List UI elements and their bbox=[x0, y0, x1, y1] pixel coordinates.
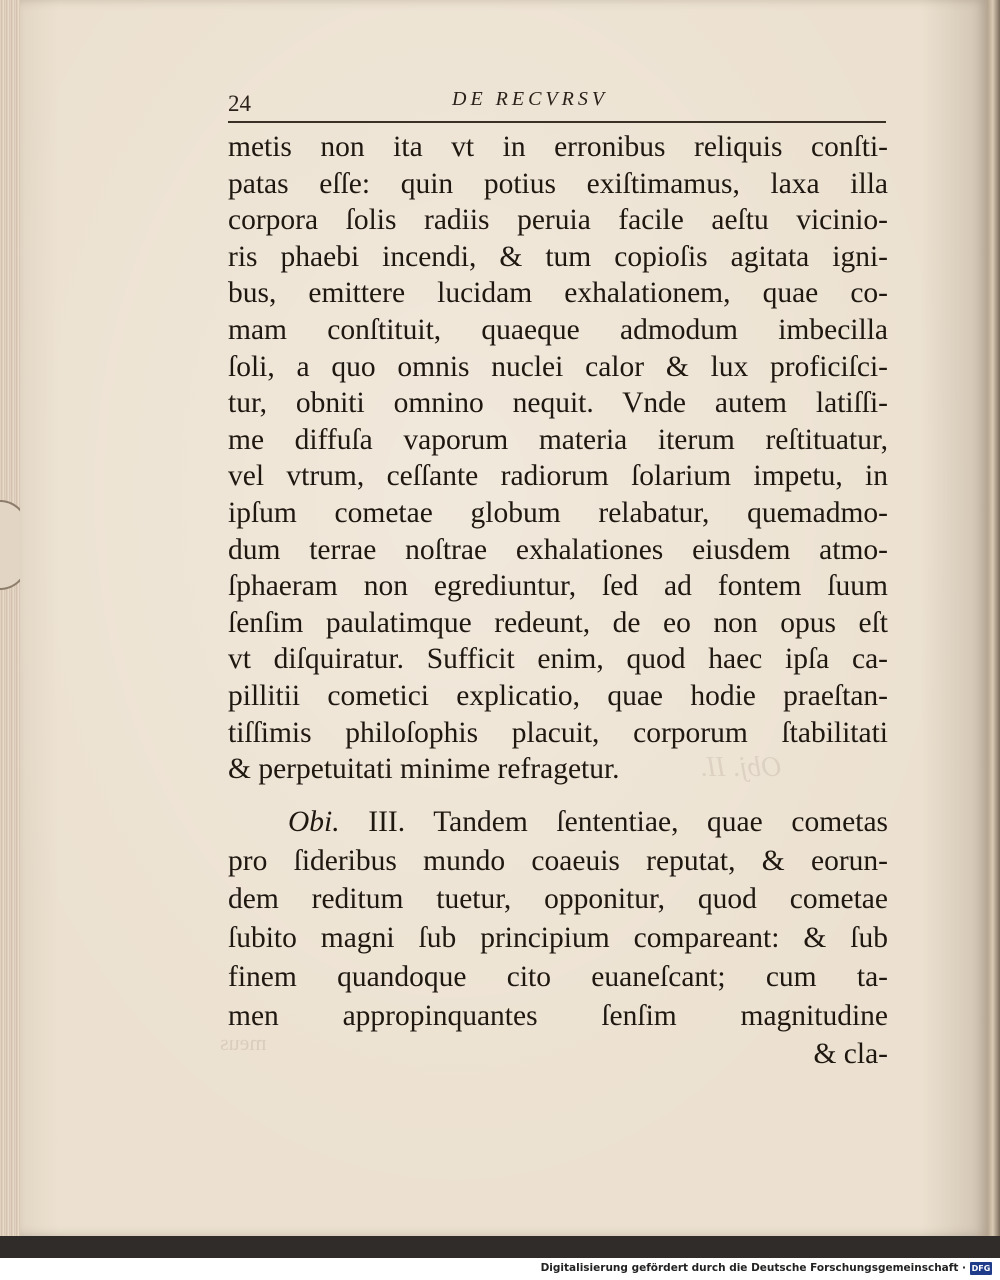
objection-first-line-text: Tandem ſententiae, quae cometas bbox=[433, 806, 889, 838]
objection-number: III. bbox=[368, 806, 406, 838]
text-line: finem quandoque cito euaneſcant; cum ta- bbox=[228, 960, 888, 993]
dfg-logo-icon: DFG bbox=[971, 1264, 991, 1273]
paragraph-2 bbox=[228, 803, 888, 1074]
text-line: me diffuſa vaporum materia iterum reſtituatur, bbox=[228, 423, 888, 456]
text-line: dum terrae noſtrae exhalationes eiusdem atmo- bbox=[228, 533, 888, 566]
text-line: ipſum cometae globum relabatur, quemadmo- bbox=[228, 496, 888, 529]
text-line: metis non ita vt in erronibus reliquis conſti- bbox=[228, 131, 888, 163]
scan-bottom-edge bbox=[0, 1236, 1000, 1258]
text-line: ſoli, a quo omnis nuclei calor & lux proficiſci- bbox=[228, 350, 888, 383]
text-line: vel vtrum, ceſſante radiorum ſolarium impetu, in bbox=[228, 460, 888, 493]
text-line: corpora ſolis radiis peruia facile aeſtu vicinio- bbox=[228, 204, 888, 237]
text-line: & perpetuitati minime refragetur. bbox=[228, 753, 620, 786]
text-line: ſenſim paulatimque redeunt, de eo non opus eſt bbox=[228, 606, 888, 639]
text-line: tur, obniti omnino nequit. Vnde autem latiſſi- bbox=[228, 387, 888, 420]
text-line: ſubito magni ſub principium compareant: & ſub bbox=[228, 922, 888, 955]
text-line: bus, emittere lucidam exhalationem, quae co- bbox=[228, 277, 888, 310]
text-line: mam conſtituit, quaeque admodum imbecilla bbox=[228, 313, 888, 346]
show-through-text: Obj. II. bbox=[700, 752, 782, 783]
text-line: dem reditum tuetur, opponitur, quod cometae bbox=[228, 883, 888, 916]
show-through-text-lower: meus bbox=[220, 1030, 267, 1055]
text-line: men appropinquantes ſenſim magnitudine bbox=[228, 999, 888, 1032]
text-line: pillitii cometici explicatio, quae hodie praeſtan- bbox=[228, 679, 888, 712]
funding-credit: Digitalisierung gefördert durch die Deutsche Forschungsgemeinschaft · bbox=[540, 1262, 966, 1274]
objection-first-line bbox=[228, 803, 888, 842]
header-rule bbox=[228, 121, 886, 123]
text-line: patas eſſe: quin potius exiſtimamus, laxa illa bbox=[228, 167, 888, 200]
text-line: ris phaebi incendi, & tum copioſis agitata igni- bbox=[228, 240, 888, 273]
text-line: vt diſquiratur. Sufficit enim, quod haec ipſa ca- bbox=[228, 643, 888, 676]
page-number: 24 bbox=[228, 91, 251, 116]
page-edge-right bbox=[988, 0, 1000, 1236]
paragraph-1 bbox=[228, 129, 888, 788]
running-head: DE RECVRSV bbox=[452, 88, 609, 110]
catchword: & cla- bbox=[813, 1038, 888, 1071]
text-line: pro ſideribus mundo coaeuis reputat, & eorun- bbox=[228, 844, 888, 877]
text-line: ſphaeram non egrediuntur, ſed ad fontem ſuum bbox=[228, 570, 888, 603]
objection-label: Obi. bbox=[288, 806, 340, 838]
text-line: tiſſimis philoſophis placuit, corporum ſtabilitati bbox=[228, 716, 888, 749]
